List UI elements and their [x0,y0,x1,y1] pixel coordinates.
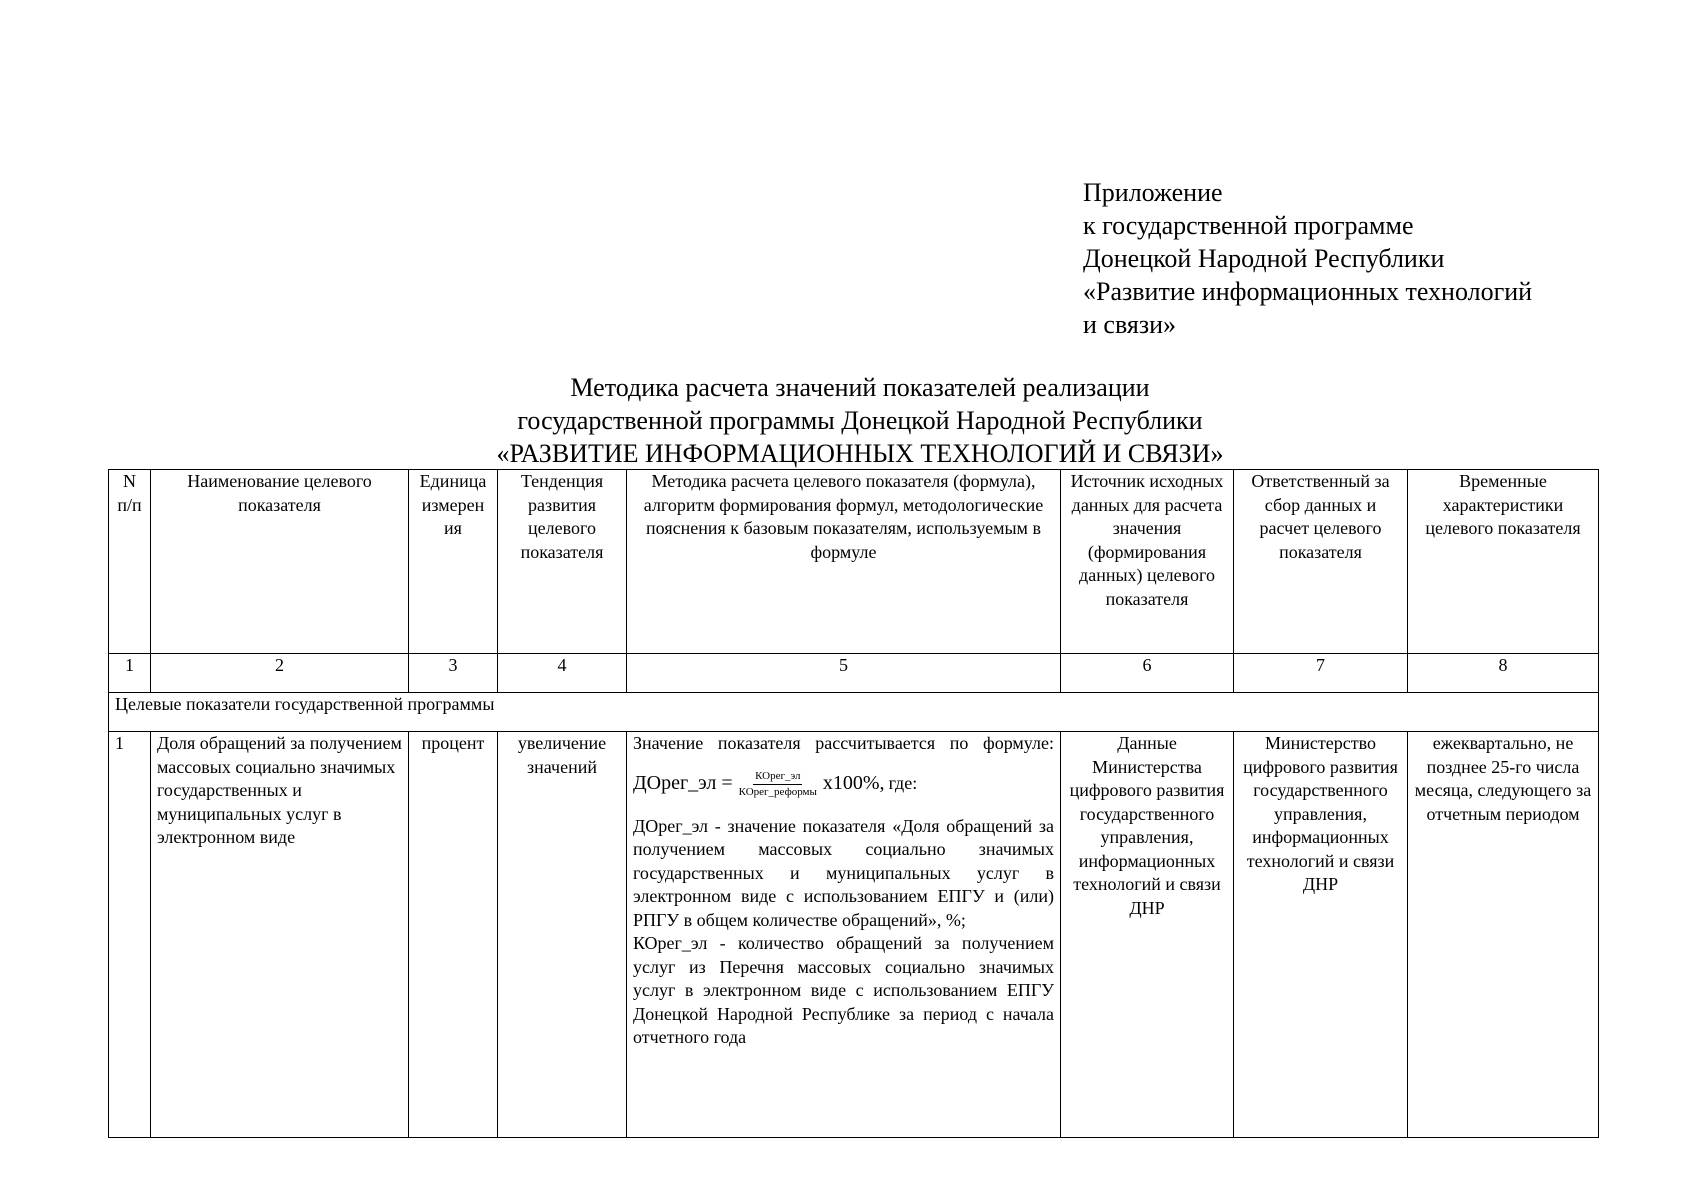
formula-where: где: [888,773,918,794]
appendix-line: к государственной программе [1083,211,1414,240]
header-row [109,470,1599,654]
title-line: «РАЗВИТИЕ ИНФОРМАЦИОННЫХ ТЕХНОЛОГИЙ И СВЯЗИ» [496,439,1224,468]
section-row [109,693,1599,732]
formula-fraction [737,770,819,799]
row-responsible: Министерство цифрового развития государственного управления, информационных технологий и связи ДНР [1234,732,1408,1138]
column-number: 7 [1234,654,1408,693]
header-cell-name: Наименование целевого показателя [151,470,409,654]
method-definition-1: ДОрег_эл - значение показателя «Доля обращений за получением массовых социально значимых государственных и муниципальных услуг в электронном виде с использованием ЕПГУ и (или) РПГУ в общем количестве обращений», %; [633,815,1054,930]
row-name: Доля обращений за получением массовых социально значимых государственных и муниципальных услуг в электронном виде [151,732,409,1138]
appendix-line: Донецкой Народной Республики [1083,244,1445,273]
formula [633,770,1054,799]
formula-tail: x100%, [822,772,885,795]
appendix-line: «Развитие информационных технологий [1083,277,1533,306]
document-title [100,371,1620,470]
indicators-table [108,469,1599,1138]
header-cell-timing: Временные характеристики целевого показателя [1408,470,1599,654]
header-cell-responsible: Ответственный за сбор данных и расчет целевого показателя [1234,470,1408,654]
column-number: 3 [409,654,498,693]
column-number: 1 [109,654,151,693]
column-number: 4 [498,654,627,693]
header-cell-trend: Тенденция развития целевого показателя [498,470,627,654]
header-cell-num: N п/п [109,470,151,654]
header-cell-unit: Единица измерен ия [409,470,498,654]
title-line: Методика расчета значений показателей реализации [570,373,1150,402]
appendix-line: Приложение [1083,178,1223,207]
column-numbers-row [109,654,1599,693]
row-num: 1 [109,732,151,1138]
header-cell-source: Источник исходных данных для расчета значения (формирования данных) целевого показателя [1061,470,1234,654]
section-title: Целевые показатели государственной программы [109,693,1599,732]
column-number: 5 [627,654,1061,693]
appendix-block [1083,176,1532,341]
header-cell-method: Методика расчета целевого показателя (формула), алгоритм формирования формул, методологические пояснения к базовым показателям, используемым в формуле [627,470,1061,654]
appendix-line: и связи» [1083,310,1177,339]
formula-numerator: КОрег_эл [753,770,802,785]
row-timing: ежеквартально, не позднее 25-го числа месяца, следующего за отчетным периодом [1408,732,1599,1138]
method-definition-2: КОрег_эл - количество обращений за получением услуг из Перечня массовых социально значимых услуг в электронном виде с использованием ЕПГУ Донецкой Народной Республике за период с начала отчетного года [633,933,1054,1047]
column-number: 8 [1408,654,1599,693]
column-number: 6 [1061,654,1234,693]
row-trend: увеличение значений [498,732,627,1138]
formula-denominator: КОрег_реформы [738,785,817,798]
table-row [109,732,1599,1138]
row-source: Данные Министерства цифрового развития государственного управления, информационных технологий и связи ДНР [1061,732,1234,1138]
method-intro: Значение показателя рассчитывается по формуле: [633,733,1054,753]
row-unit: процент [409,732,498,1138]
row-method [627,732,1061,1138]
column-number: 2 [151,654,409,693]
formula-lhs: ДОрег_эл = [633,772,733,795]
title-line: государственной программы Донецкой Народной Республики [517,406,1203,435]
